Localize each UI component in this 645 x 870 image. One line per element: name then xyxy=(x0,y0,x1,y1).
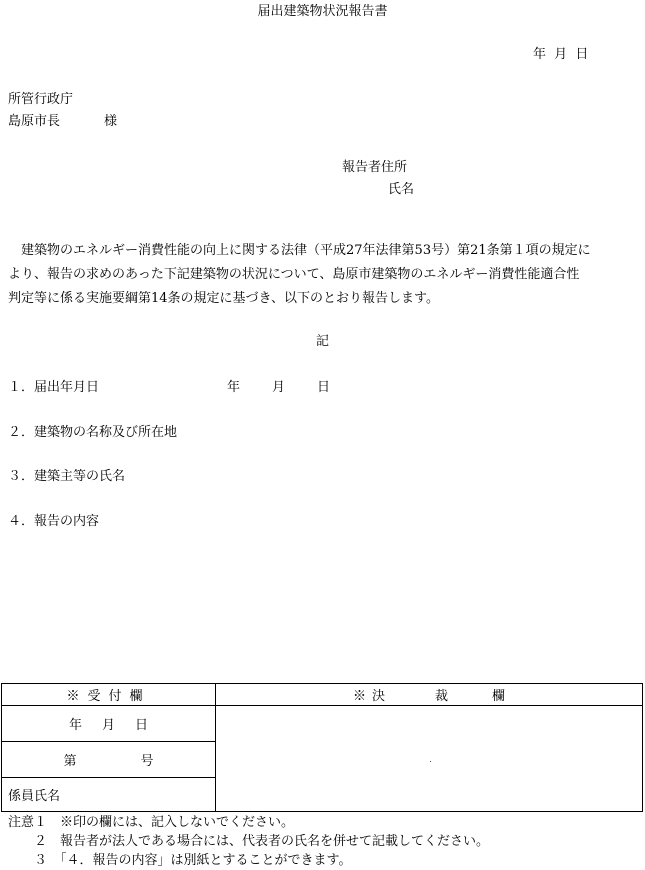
body-line-3: 判定等に係る実施要綱第14条の規定に基づき、以下のとおり報告します。 xyxy=(8,291,439,306)
report-date-year: 年 xyxy=(533,47,549,62)
reception-date-year: 年 xyxy=(68,718,82,733)
mayor-title: 島原市長 xyxy=(8,114,61,129)
reception-number-prefix: 第 xyxy=(63,754,77,769)
document-title: 届出建築物状況報告書 xyxy=(257,4,388,19)
note-2: ２ 報告者が法人である場合には、代表者の氏名を併せて記載してください。 xyxy=(8,834,490,849)
report-date xyxy=(533,43,590,62)
reception-date-day: 日 xyxy=(135,718,149,733)
decision-header-mark: ※決 xyxy=(352,689,391,704)
item1-year: 年 xyxy=(227,380,241,395)
clerk-name-cell xyxy=(2,778,216,812)
decision-header-mid: 裁 xyxy=(434,689,448,704)
item1-day: 日 xyxy=(317,380,331,395)
item-building-name-location: ２．建築物の名称及び所在地 xyxy=(8,425,178,440)
decision-header-end: 欄 xyxy=(492,689,506,704)
reception-number-cell xyxy=(2,742,216,778)
decision-area xyxy=(216,706,643,812)
addressee-mayor xyxy=(8,110,117,129)
clerk-name-label: 係員氏名 xyxy=(8,789,61,804)
reporter-address-label: 報告者住所 xyxy=(342,160,408,175)
reception-header-label: ※受付欄 xyxy=(66,689,151,704)
body-line-1: 建築物のエネルギー消費性能の向上に関する法律（平成27年法律第53号）第21条第１項の規定に xyxy=(8,243,591,258)
stamp-table xyxy=(1,683,643,812)
body-line-2: より、報告の求めのあった下記建築物の状況について、島原市建築物のエネルギー消費性能適合性 xyxy=(8,267,580,282)
item-report-content: ４．報告の内容 xyxy=(8,514,100,529)
addressee-authority: 所管行政庁 xyxy=(8,92,74,107)
decision-header xyxy=(216,684,643,706)
item-notification-date-fields xyxy=(227,376,330,395)
reception-date-cell xyxy=(2,706,216,742)
stray-dot xyxy=(430,761,431,762)
note-1: 注意１ ※印の欄には、記入しないでください。 xyxy=(8,815,295,830)
report-date-day: 日 xyxy=(575,47,591,62)
item1-month: 月 xyxy=(272,380,286,395)
item-notification-date: １．届出年月日 xyxy=(8,380,100,395)
reception-number-suffix: 号 xyxy=(140,754,154,769)
reception-date-month: 月 xyxy=(101,718,115,733)
note-3: ３ 「４．報告の内容」は別紙とすることができます。 xyxy=(8,853,352,868)
item-owner-name: ３．建築主等の氏名 xyxy=(8,469,126,484)
ki-heading: 記 xyxy=(315,334,329,349)
body-paragraph xyxy=(8,239,638,311)
honorific: 様 xyxy=(104,114,118,129)
reporter-name-label: 氏名 xyxy=(388,182,415,197)
report-date-month: 月 xyxy=(554,47,570,62)
reception-header xyxy=(2,684,216,706)
notes xyxy=(8,813,489,870)
